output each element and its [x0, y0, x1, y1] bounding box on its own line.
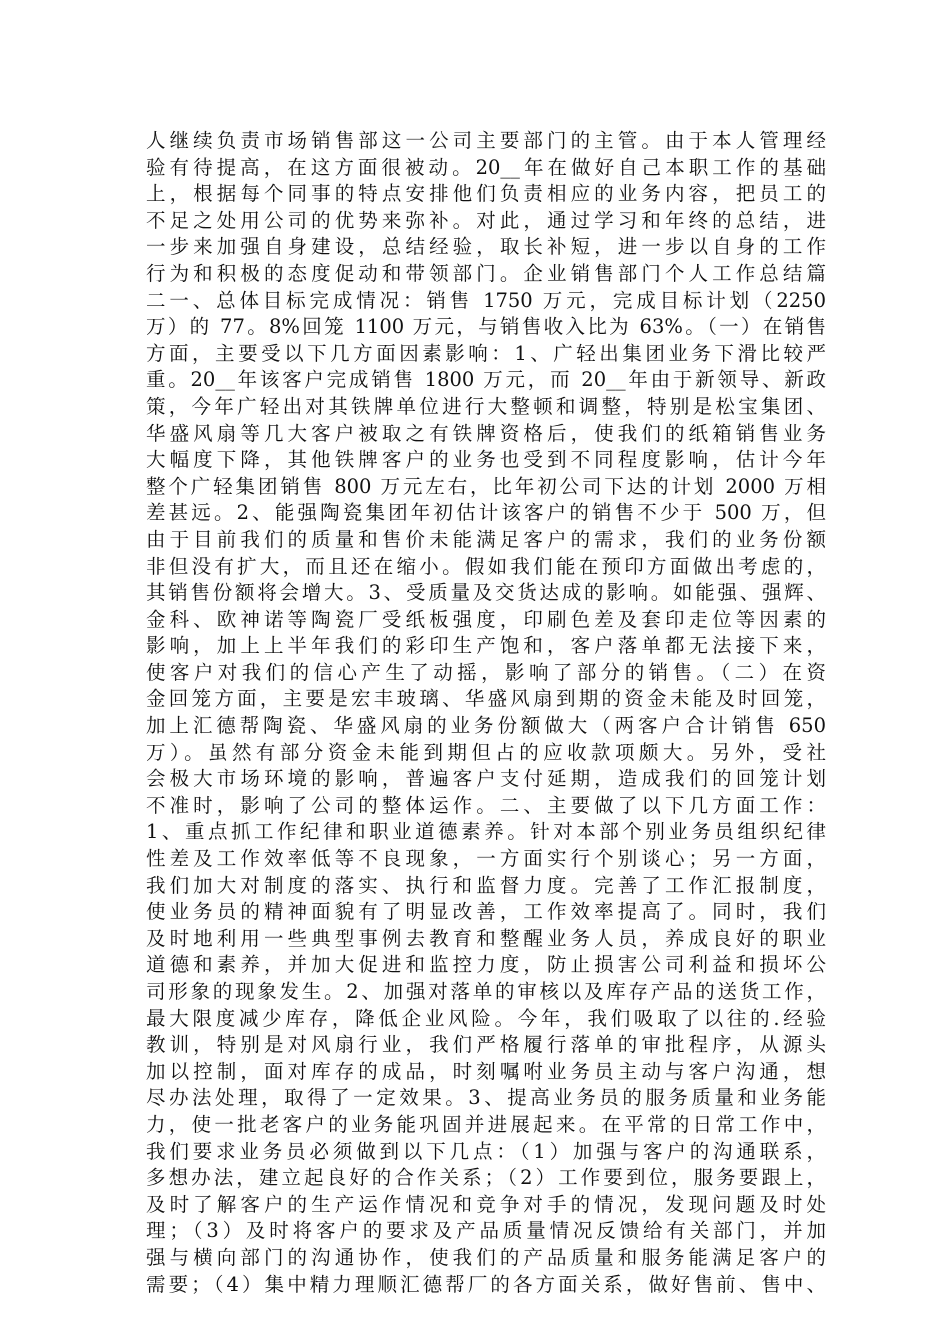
text-line: 司形象的现象发生。2、加强对落单的审核以及库存产品的送货工作，	[146, 980, 826, 1003]
text-line: 及时了解客户的生产运作情况和竞争对手的情况，发现问题及时处	[146, 1192, 826, 1216]
text-line: 上，根据每个同事的特点安排他们负责相应的业务内容，把员工的	[146, 182, 826, 206]
text-line: 金科、欧神诺等陶瓷厂受纸板强度，印刷色差及套印走位等因素的	[146, 607, 826, 631]
text-line: 一步来加强自身建设，总结经验，取长补短，进一步以自身的工作	[146, 235, 826, 259]
text-line: 我们要求业务员必须做到以下几点：（1）加强与客户的沟通联系，	[146, 1139, 826, 1163]
text-line: 道德和素养，并加大促进和监控力度，防止损害公司利益和损坏公	[146, 953, 826, 977]
text-line: 人继续负责市场销售部这一公司主要部门的主管。由于本人管理经	[146, 129, 826, 152]
text-line: 多想办法，建立起良好的合作关系；（2）工作要到位，服务要跟上，	[146, 1166, 826, 1190]
text-line: 加上汇德帮陶瓷、华盛风扇的业务份额做大（两客户合计销售 650	[146, 714, 826, 738]
text-line: 验有待提高，在这方面很被动。20__年在做好自己本职工作的基础	[146, 155, 826, 179]
text-line: 理；（3）及时将客户的要求及产品质量情况反馈给有关部门，并加	[146, 1219, 826, 1243]
text-line: 力，使一批老客户的业务能巩固并进展起来。在平常的日常工作中，	[146, 1112, 826, 1136]
text-line: 不准时，影响了公司的整体运作。二、主要做了以下几方面工作：	[146, 793, 826, 817]
text-line: 重。20__年该客户完成销售 1800 万元，而 20__年由于新领导、新政	[146, 368, 826, 392]
body-text	[146, 128, 826, 1298]
text-line: 1、重点抓工作纪律和职业道德素养。针对本部个别业务员组织纪律	[146, 820, 826, 844]
text-line: 其销售份额将会增大。3、受质量及交货达成的影响。如能强、强辉、	[146, 581, 826, 605]
text-line: 最大限度减少库存，降低企业风险。今年，我们吸取了以往的.经验	[146, 1006, 826, 1030]
text-line: 我们加大对制度的落实、执行和监督力度。完善了工作汇报制度，	[146, 873, 826, 897]
text-line: 大幅度下降，其他铁牌客户的业务也受到不同程度影响，估计今年	[146, 448, 826, 472]
text-line: 差甚远。2、能强陶瓷集团年初估计该客户的销售不少于 500 万，但	[146, 501, 826, 525]
text-line: 非但没有扩大，而且还在缩小。假如我们能在预印方面做出考虑的，	[146, 554, 826, 578]
text-line: 使业务员的精神面貌有了明显改善，工作效率提高了。同时，我们	[146, 900, 826, 924]
text-line: 方面，主要受以下几方面因素影响：1、广轻出集团业务下滑比较严	[146, 341, 826, 365]
text-line: 需要；（4）集中精力理顺汇德帮厂的各方面关系，做好售前、售中、	[146, 1272, 826, 1296]
text-line: 不足之处用公司的优势来弥补。对此，通过学习和年终的总结，进	[146, 208, 826, 232]
text-line: 由于目前我们的质量和售价未能满足客户的需求，我们的业务份额	[146, 527, 826, 551]
text-line: 性差及工作效率低等不良现象，一方面实行个别谈心；另一方面，	[146, 847, 826, 871]
text-line: 整个广轻集团销售 800 万元左右，比年初公司下达的计划 2000 万相	[146, 474, 826, 498]
text-line: 使客户对我们的信心产生了动摇，影响了部分的销售。（二）在资	[146, 660, 826, 684]
text-line: 万）的 77。8%回笼 1100 万元，与销售收入比为 63%。（一）在销售	[146, 315, 826, 339]
text-line: 影响，加上上半年我们的彩印生产饱和，客户落单都无法接下来，	[146, 634, 826, 658]
text-line: 教训，特别是对风扇行业，我们严格履行落单的审批程序，从源头	[146, 1033, 826, 1057]
text-line: 金回笼方面，主要是宏丰玻璃、华盛风扇到期的资金未能及时回笼，	[146, 687, 826, 711]
text-line: 策，今年广轻出对其铁牌单位进行大整顿和调整，特别是松宝集团、	[146, 394, 826, 418]
text-line: 会极大市场环境的影响，普遍客户支付延期，造成我们的回笼计划	[146, 767, 826, 791]
text-line: 强与横向部门的沟通协作，使我们的产品质量和服务能满足客户的	[146, 1245, 826, 1269]
text-line: 行为和积极的态度促动和带领部门。企业销售部门个人工作总结篇	[146, 261, 826, 285]
text-line: 尽办法处理，取得了一定效果。3、提高业务员的服务质量和业务能	[146, 1086, 826, 1110]
text-line: 二一、总体目标完成情况：销售 1750 万元，完成目标计划（2250	[146, 288, 826, 312]
text-line: 华盛风扇等几大客户被取之有铁牌资格后，使我们的纸箱销售业务	[146, 421, 826, 445]
text-line: 万）。虽然有部分资金未能到期但占的应收款项颇大。另外，受社	[146, 740, 826, 764]
text-line: 及时地利用一些典型事例去教育和整醒业务人员，养成良好的职业	[146, 926, 826, 950]
text-line: 加以控制，面对库存的成品，时刻嘱咐业务员主动与客户沟通，想	[146, 1059, 826, 1083]
